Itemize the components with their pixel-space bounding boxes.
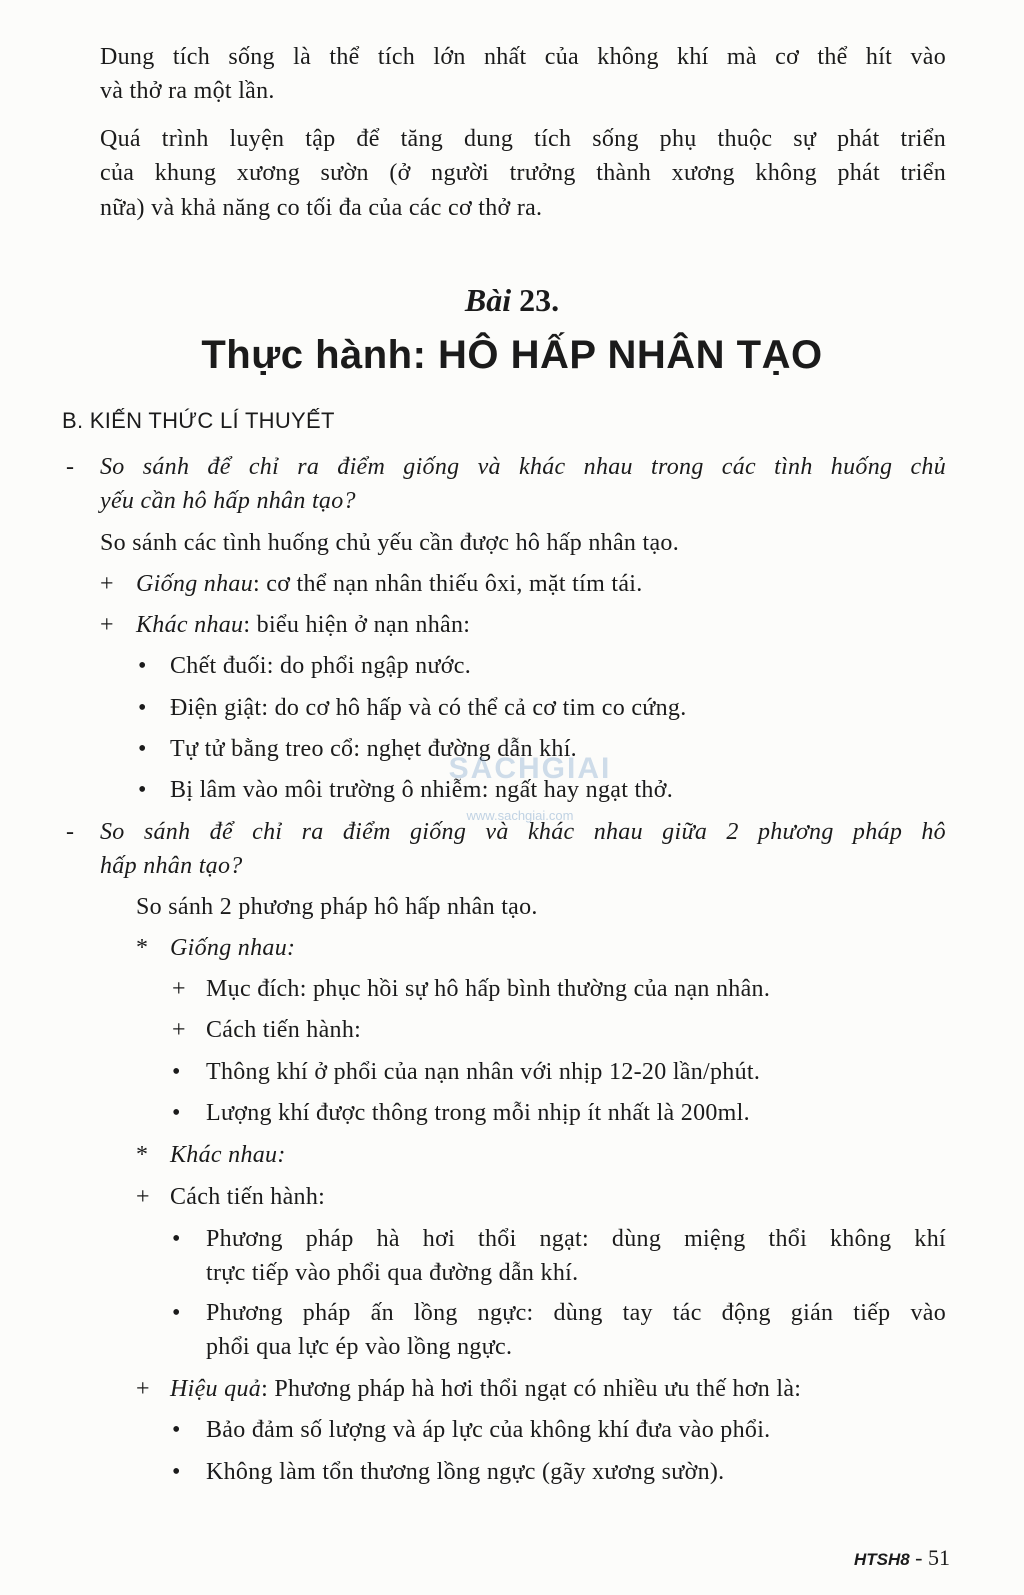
q2-bullet: • [172, 1459, 181, 1485]
q2-line1: So sánh để chỉ ra điểm giống và khác nhau giữa 2 phương pháp hô [100, 819, 946, 845]
footer-code: HTSH8 [853, 1550, 910, 1569]
lesson-title: Thực hành: HÔ HẤP NHÂN TẠO [201, 333, 823, 377]
q2-diff-star: * [136, 1142, 148, 1168]
q2-same-star: * [136, 935, 148, 961]
q1-line2: yếu cần hô hấp nhân tạo? [100, 488, 356, 514]
q1-answer-intro: So sánh các tình huống chủ yếu cần được hô hấp nhân tạo. [100, 530, 680, 556]
q2-effect-plus: + [136, 1376, 150, 1402]
q1-bullet: • [138, 653, 147, 679]
q1-item: Điện giật: do cơ hô hấp và có thể cả cơ tim co cứng. [170, 695, 687, 721]
q1-bullet: • [138, 736, 147, 762]
q2-diff-item2-line1: Phương pháp ấn lồng ngực: dùng tay tác động gián tiếp vào [206, 1300, 946, 1326]
q2-same-plus: + [172, 976, 186, 1002]
q2-bullet: • [172, 1300, 181, 1326]
q2-same-item: Thông khí ở phổi của nạn nhân với nhịp 12-20 lần/phút. [206, 1059, 761, 1085]
intro-p2-line1: Quá trình luyện tập để tăng dung tích sống phụ thuộc sự phát triển [100, 126, 946, 152]
watermark-url: www.sachgiai.com [466, 808, 574, 823]
q2-bullet: • [172, 1059, 181, 1085]
q1-same [136, 567, 643, 601]
lesson-number [0, 282, 1024, 319]
q2-same-method: Cách tiến hành: [206, 1017, 362, 1043]
q1-line1: So sánh để chỉ ra điểm giống và khác nhau trong các tình huống chủ [100, 454, 946, 480]
q2-bullet: • [172, 1100, 181, 1126]
q2-bullet: • [172, 1226, 181, 1252]
page-number: - 51 [915, 1545, 950, 1570]
q1-item: Tự tử bằng treo cổ: nghẹt đường dẫn khí. [170, 736, 577, 762]
q2-effect-item: Không làm tổn thương lồng ngực (gãy xương sườn). [206, 1459, 725, 1485]
q1-bullet: • [138, 777, 147, 803]
lesson-label: Bài [464, 282, 512, 318]
intro-p1-line1: Dung tích sống là thể tích lớn nhất của không khí mà cơ thể hít vào [100, 44, 946, 70]
q2-same-purpose: Mục đích: phục hồi sự hô hấp bình thường của nạn nhân. [206, 976, 771, 1002]
page-footer [854, 1545, 950, 1571]
q2-answer-intro: So sánh 2 phương pháp hô hấp nhân tạo. [136, 894, 538, 920]
q2-same-plus: + [172, 1017, 186, 1043]
q2-diff-method: Cách tiến hành: [170, 1184, 326, 1210]
q2-effect-label: Hiệu quả [170, 1376, 262, 1402]
q1-diff [136, 608, 470, 642]
watermark-brand: SACHGIAI [448, 752, 612, 785]
q1-same-text: : cơ thể nạn nhân thiếu ôxi, mặt tím tái. [253, 571, 643, 597]
lesson-number-value: 23. [519, 282, 560, 318]
q1-diff-label: Khác nhau [136, 612, 244, 638]
q1-same-label: Giống nhau [136, 571, 253, 597]
q1-item: Chết đuối: do phổi ngập nước. [170, 653, 472, 679]
q2-bullet: • [172, 1417, 181, 1443]
q1-same-plus: + [100, 571, 114, 597]
section-heading: B. KIẾN THỨC LÍ THUYẾT [62, 408, 335, 433]
intro-p2-line3: nữa) và khả năng co tối đa của các cơ thở ra. [100, 195, 543, 221]
q1-item: Bị lâm vào môi trường ô nhiễm: ngất hay ngạt thở. [170, 777, 674, 803]
q2-diff-label: Khác nhau: [170, 1142, 286, 1168]
intro-p2-line2: của khung xương sườn (ở người trưởng thành xương không phát triển [100, 160, 946, 186]
q1-bullet: • [138, 695, 147, 721]
q2-line2: hấp nhân tạo? [100, 853, 243, 879]
q2-dash: - [66, 819, 74, 845]
q2-diff-item1-line1: Phương pháp hà hơi thổi ngạt: dùng miệng thổi không khí [206, 1226, 946, 1252]
q2-effect [170, 1372, 801, 1406]
q2-same-item: Lượng khí được thông trong mỗi nhịp ít nhất là 200ml. [206, 1100, 750, 1126]
q2-effect-item: Bảo đảm số lượng và áp lực của không khí đưa vào phổi. [206, 1417, 771, 1443]
q2-diff-plus: + [136, 1184, 150, 1210]
q2-same-label: Giống nhau: [170, 935, 296, 961]
q2-diff-item2-line2: phổi qua lực ép vào lồng ngực. [206, 1334, 513, 1360]
q2-diff-item1-line2: trực tiếp vào phổi qua đường dẫn khí. [206, 1260, 579, 1286]
q1-diff-text: : biểu hiện ở nạn nhân: [243, 612, 471, 638]
intro-p1-line2: và thở ra một lần. [100, 78, 275, 104]
q2-effect-text: : Phương pháp hà hơi thổi ngạt có nhiều ưu thế hơn là: [261, 1376, 802, 1402]
q1-dash: - [66, 454, 74, 480]
q1-diff-plus: + [100, 612, 114, 638]
